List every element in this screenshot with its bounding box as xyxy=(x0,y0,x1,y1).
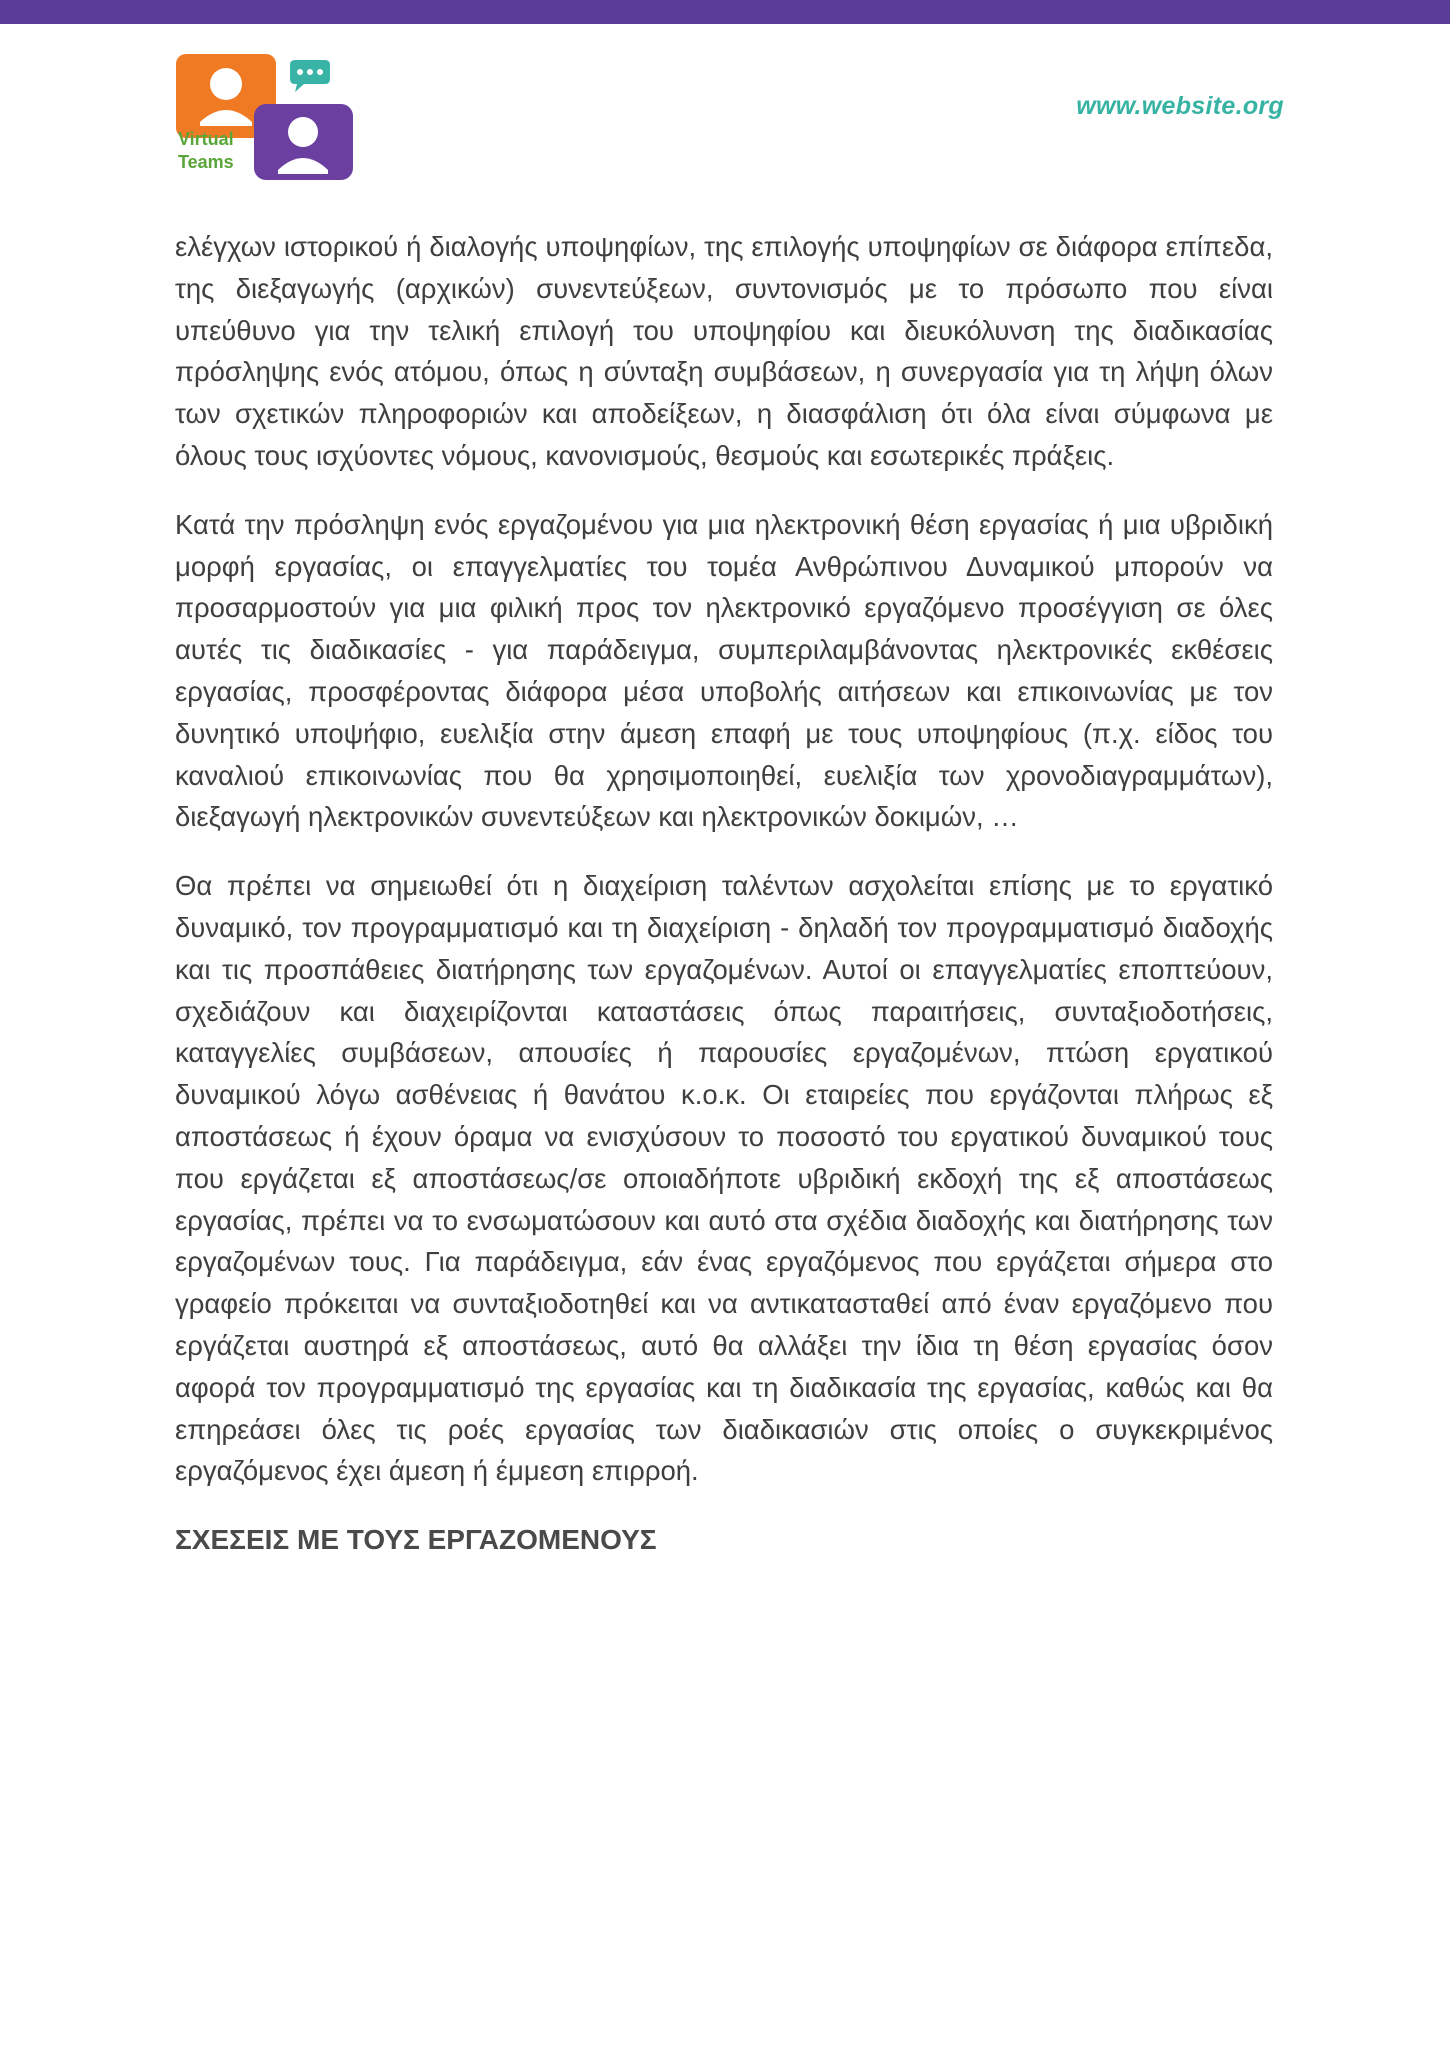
logo-line-2: Teams xyxy=(178,152,234,172)
body-paragraph-1: ελέγχων ιστορικού ή διαλογής υποψηφίων, της επιλογής υποψηφίων σε διάφορα επίπεδα, της διεξαγωγής (αρχικών) συνεντεύξεων, συντονισμός με το πρόσωπο που είναι υπεύθυνο για την τελική επιλογή του υποψηφίου και διευκόλυνση της διαδικασίας πρόσληψης ενός ατόμου, όπως η σύνταξη συμβάσεων, η συνεργασία για τη λήψη όλων των σχετικών πληροφοριών και αποδείξεων, η διασφάλιση ότι όλα είναι σύμφωνα με όλους τους ισχύοντες νόμους, κανονισμούς, θεσμούς και εσωτερικές πράξεις. xyxy=(175,231,1273,471)
chat-dot-icon xyxy=(307,69,313,75)
chat-bubble-icon xyxy=(290,60,330,92)
logo-line-1: Virtual xyxy=(178,129,234,149)
top-accent-bar xyxy=(0,0,1450,24)
section-heading: ΣΧΕΣΕΙΣ ΜΕ ΤΟΥΣ ΕΡΓΑΖΟΜΕΝΟΥΣ xyxy=(175,1524,657,1556)
virtual-teams-logo xyxy=(176,52,356,182)
logo-orange-person-head xyxy=(210,68,242,100)
website-url[interactable]: www.website.org xyxy=(1076,92,1284,120)
chat-dot-icon xyxy=(317,69,323,75)
body-paragraph-3: Θα πρέπει να σημειωθεί ότι η διαχείριση ταλέντων ασχολείται επίσης με το εργατικό δυναμικό, τον προγραμματισμό και τη διαχείριση - δηλαδή τον προγραμματισμό διαδοχής και τις προσπάθειες διατήρησης των εργαζομένων. Αυτοί οι επαγγελματίες εποπτεύουν, σχεδιάζουν και διαχειρίζονται καταστάσεις όπως παραιτήσεις, συνταξιοδοτήσεις, καταγγελίες συμβάσεων, απουσίες ή παρουσίες εργαζομένων, πτώση εργατικού δυναμικού λόγω ασθένειας ή θανάτου κ.ο.κ. Οι εταιρείες που εργάζονται πλήρως εξ αποστάσεως ή έχουν όραμα να ενισχύσουν το ποσοστό του εργατικού δυναμικού τους που εργάζεται εξ αποστάσεως/σε οποιαδήποτε υβριδική εκδοχή της εξ αποστάσεως εργασίας, πρέπει να το ενσωματώσουν και αυτό στα σχέδια διαδοχής και διατήρησης των εργαζομένων τους. Για παράδειγμα, εάν ένας εργαζόμενος που εργάζεται σήμερα στο γραφείο πρόκειται να συνταξιοδοτηθεί και να αντικατασταθεί από έναν εργαζόμενο που εργάζεται αυστηρά εξ αποστάσεως, αυτό θα αλλάξει την ίδια τη θέση εργασίας όσον αφορά τον προγραμματισμό της εργασίας και τη διαδικασία της εργασίας, καθώς και θα επηρεάσει όλες τις ροές εργασίας των διαδικασιών στις οποίες ο συγκεκριμένος εργαζόμενος έχει άμεση ή έμμεση επιρροή. xyxy=(175,870,1273,1487)
document-body xyxy=(175,226,1273,1561)
logo-wordmark xyxy=(178,128,234,174)
chat-dot-icon xyxy=(297,69,303,75)
logo-purple-person-head xyxy=(288,117,318,147)
body-paragraph-2: Κατά την πρόσληψη ενός εργαζομένου για μια ηλεκτρονική θέση εργασίας ή μια υβριδική μορφή εργασίας, οι επαγγελματίες του τομέα Ανθρώπινου Δυναμικού μπορούν να προσαρμοστούν για μια φιλική προς τον ηλεκτρονικό εργαζόμενο προσέγγιση σε όλες αυτές τις διαδικασίες - για παράδειγμα, συμπεριλαμβάνοντας ηλεκτρονικές εκθέσεις εργασίας, προσφέροντας διάφορα μέσα υποβολής αιτήσεων και επικοινωνίας με τον δυνητικό υποψήφιο, ευελιξία στην άμεση επαφή με τους υποψηφίους (π.χ. είδος του καναλιού επικοινωνίας που θα χρησιμοποιηθεί, ευελιξία των χρονοδιαγραμμάτων), διεξαγωγή ηλεκτρονικών συνεντεύξεων και ηλεκτρονικών δοκιμών, … xyxy=(175,508,1273,833)
